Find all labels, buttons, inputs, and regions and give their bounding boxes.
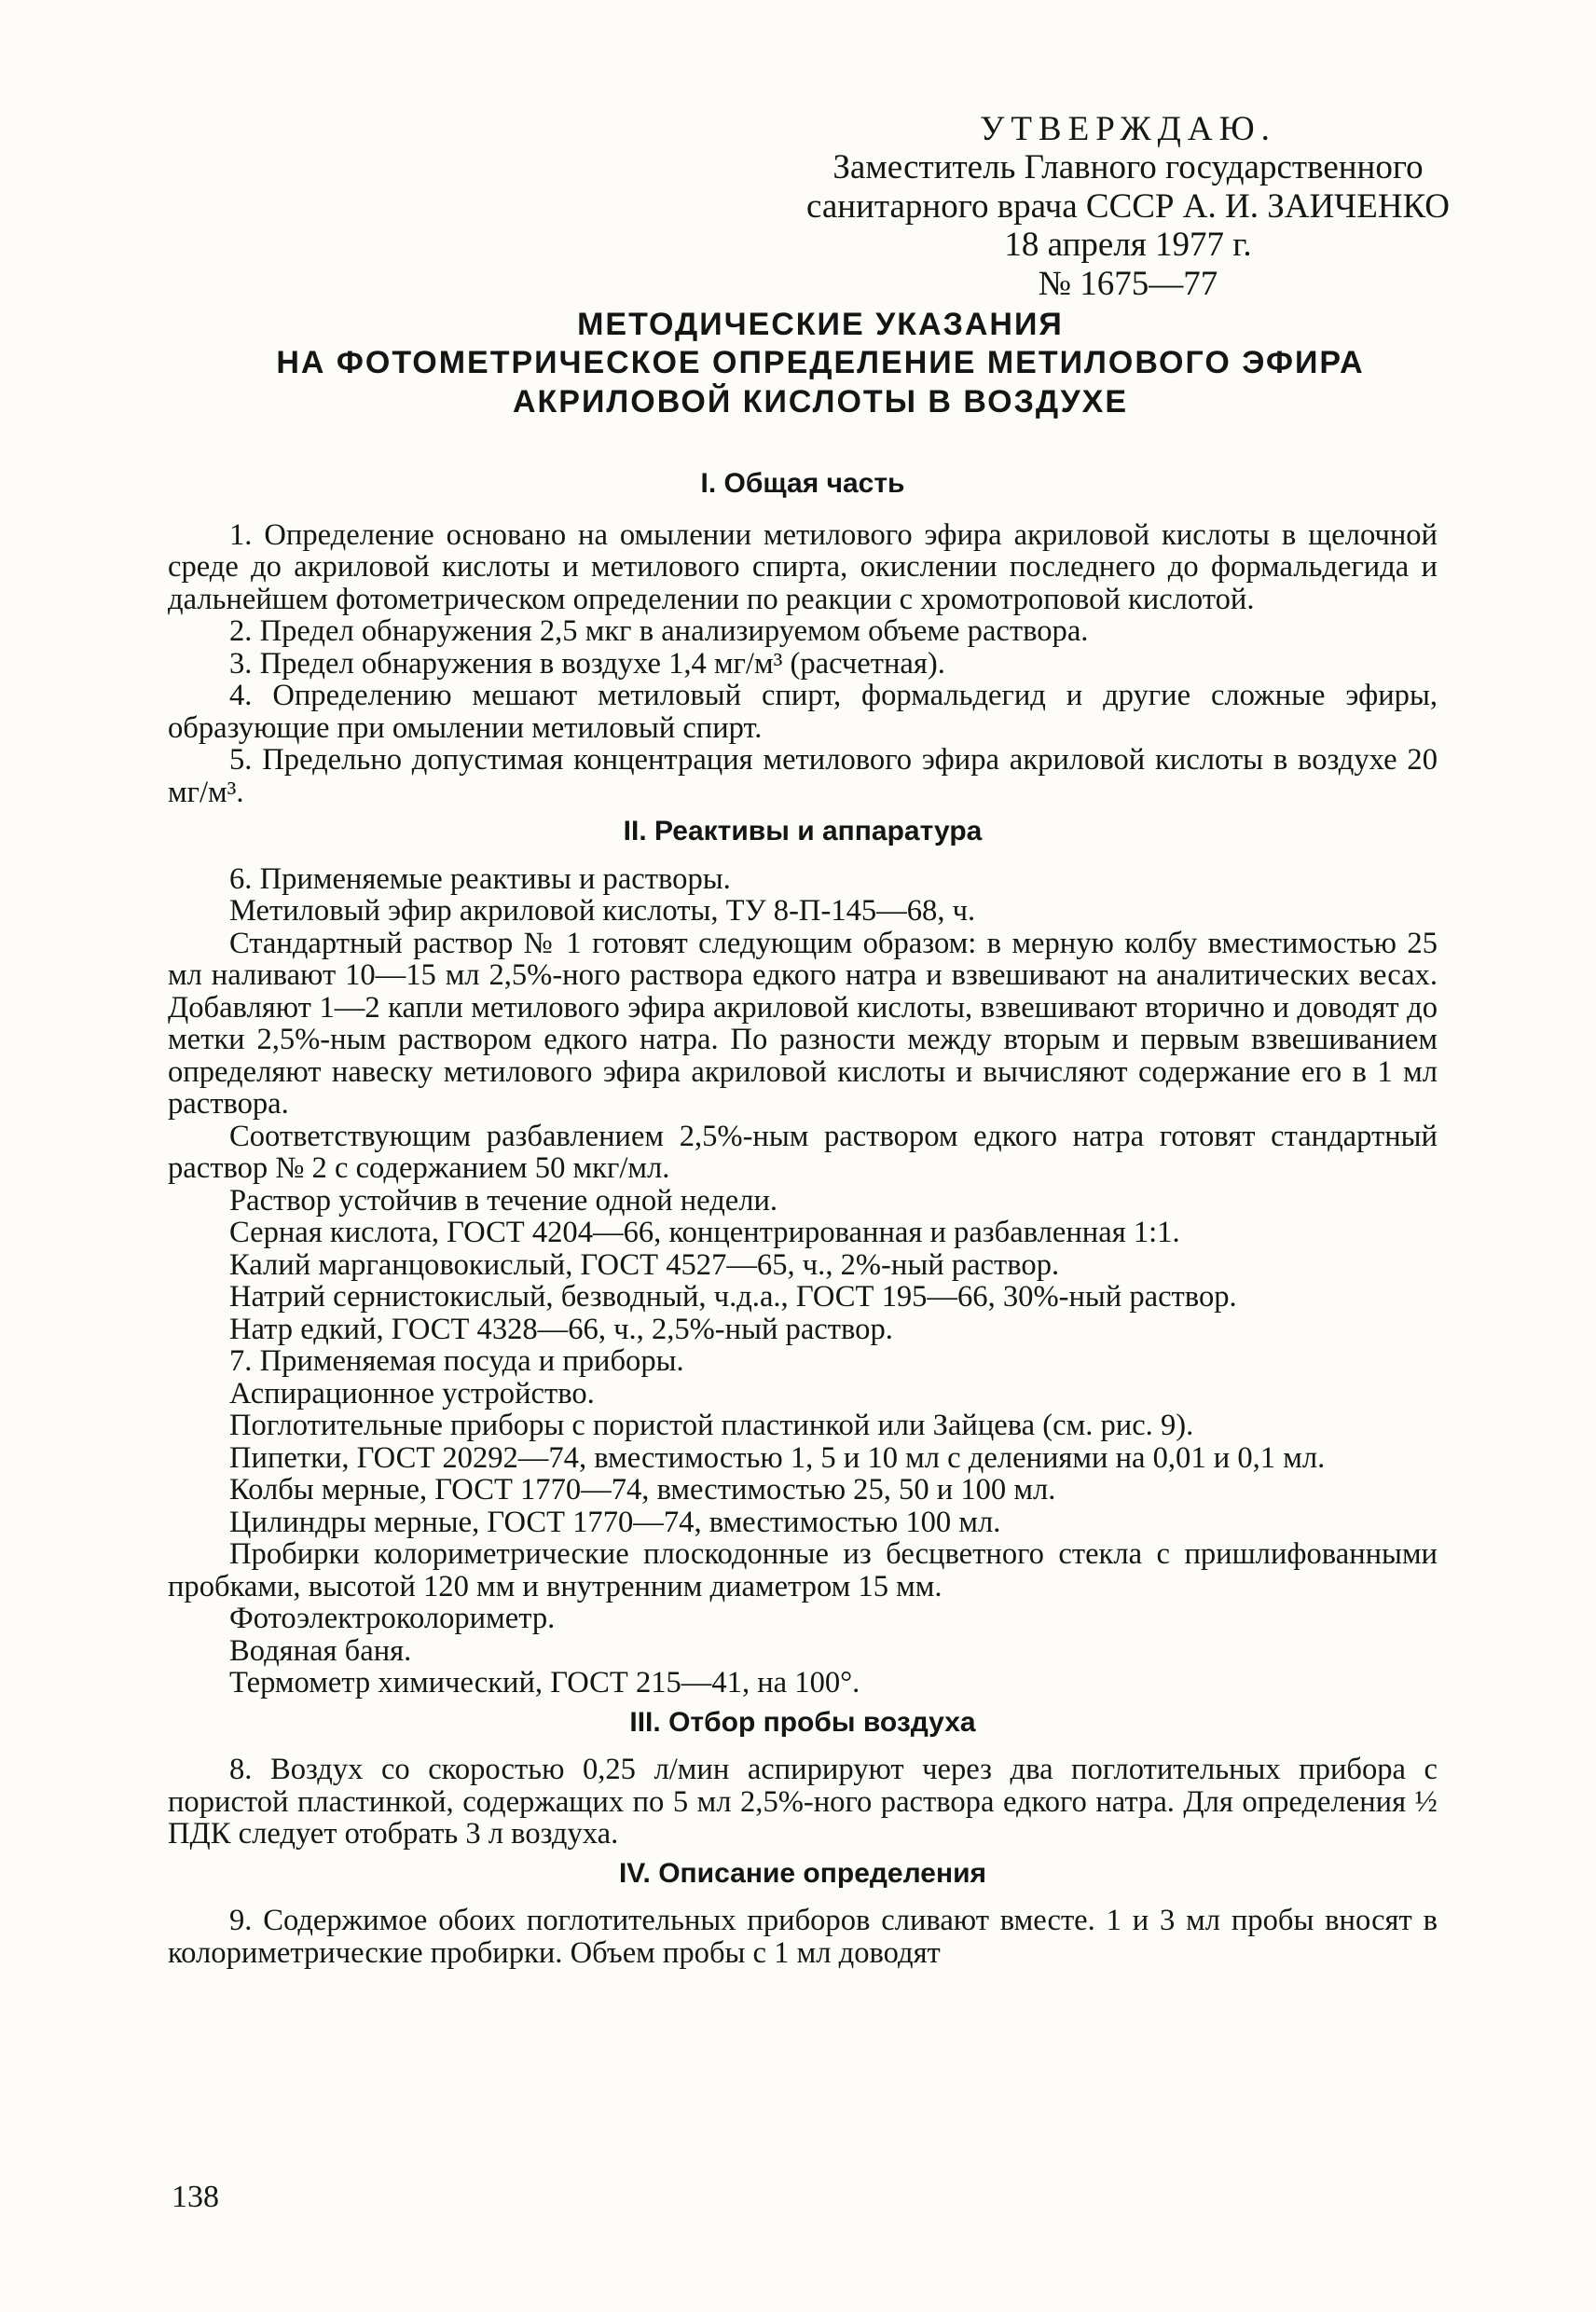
approval-date: 18 апреля 1977 г. bbox=[1004, 226, 1252, 265]
approval-block bbox=[727, 110, 1529, 303]
apparatus-item: Поглотительные приборы с пористой пластинкой или Зайцева (см. рис. 9). bbox=[229, 1409, 1194, 1442]
apparatus-item: Термометр химический, ГОСТ 215—41, на 100°. bbox=[229, 1666, 860, 1700]
title-line-1: МЕТОДИЧЕСКИЕ УКАЗАНИЯ bbox=[577, 307, 1064, 342]
apparatus-item: Фотоэлектроколориметр. bbox=[229, 1602, 556, 1635]
section-heading-general: I. Общая часть bbox=[700, 468, 905, 499]
approval-heading: УТВЕРЖДАЮ. bbox=[980, 110, 1276, 148]
apparatus-item: Пипетки, ГОСТ 20292—74, вместимостью 1, 5 и 10 мл с делениями на 0,01 и 0,1 мл. bbox=[229, 1440, 1326, 1475]
apparatus-item: Цилиндры мерные, ГОСТ 1770—74, вместимостью 100 мл. bbox=[229, 1505, 1001, 1539]
section-heading-reagents: II. Реактивы и аппаратура bbox=[623, 816, 983, 846]
reagent-item: Серная кислота, ГОСТ 4204—66, концентрированная и разбавленная 1:1. bbox=[229, 1216, 1180, 1249]
document-body bbox=[168, 468, 1438, 1969]
reagent-item: Раствор устойчив в течение одной недели. bbox=[229, 1183, 778, 1218]
reagent-item: Метиловый эфир акриловой кислоты, ТУ 8-П-145—68, ч. bbox=[229, 894, 976, 928]
title-line-3: АКРИЛОВОЙ КИСЛОТЫ В ВОЗДУХЕ bbox=[512, 383, 1129, 420]
apparatus-item: Пробирки колориметрические плоскодонные из бесцветного стекла с пришлифованными пробками, высотой 120 мм и внутренним диаметром 15 мм. bbox=[168, 1537, 1438, 1603]
paragraph-2: 2. Предел обнаружения 2,5 мкг в анализируемом объеме раствора. bbox=[229, 614, 1089, 648]
section-heading-procedure: IV. Описание определения bbox=[618, 1857, 987, 1889]
apparatus-item: Водяная баня. bbox=[229, 1633, 412, 1668]
apparatus-item: Аспирационное устройство. bbox=[229, 1376, 595, 1411]
paragraph-4: 4. Определению мешают метиловый спирт, формальдегид и другие сложные эфиры, образующие при омылении метиловый спирт. bbox=[168, 679, 1438, 745]
reagent-item: Натрий сернистокислый, безводный, ч.д.а., ГОСТ 195—66, 30%-ный раствор. bbox=[229, 1280, 1237, 1314]
paragraph-5: 5. Предельно допустимая концентрация метилового эфира акриловой кислоты в воздухе 20 мг/м³. bbox=[168, 743, 1438, 809]
reagent-item: Стандартный раствор № 1 готовят следующим образом: в мерную колбу вместимостью 25 мл наливают 10—15 мл 2,5%-ного раствора едкого натра и взвешивают на аналитических весах. Добавляют 1—2 капли метилового эфира акриловой кислоты, взвешивают вторично и доводят до метки 2,5%-ным раствором едкого натра. По разности между вторым и первым взвешиванием определяют навеску метилового эфира акриловой кислоты и вычисляют содержание его в 1 мл раствора. bbox=[168, 926, 1438, 1121]
paragraph-1: 1. Определение основано на омылении метилового эфира акриловой кислоты в щелочной среде до акриловой кислоты и метилового спирта, окислении последнего до формальдегида и дальнейшем фотометрическом определении по реакции с хромотроповой кислотой. bbox=[168, 517, 1438, 616]
reagent-item: Натр едкий, ГОСТ 4328—66, ч., 2,5%-ный раствор. bbox=[229, 1312, 893, 1346]
apparatus-item: Колбы мерные, ГОСТ 1770—74, вместимостью 25, 50 и 100 мл. bbox=[229, 1473, 1056, 1507]
paragraph-9: 9. Содержимое обоих поглотительных приборов сливают вместе. 1 и 3 мл пробы вносят в колориметрические пробирки. Объем пробы с 1 мл доводят bbox=[168, 1904, 1438, 1970]
approval-signatory: санитарного врача СССР А. И. ЗАИЧЕНКО bbox=[805, 186, 1451, 226]
reagent-item: Калий марганцовокислый, ГОСТ 4527—65, ч., 2%-ный раствор. bbox=[229, 1247, 1060, 1282]
approval-position: Заместитель Главного государственного bbox=[832, 148, 1424, 187]
title-line-2: НА ФОТОМЕТРИЧЕСКОЕ ОПРЕДЕЛЕНИЕ МЕТИЛОВОГО ЭФИРА bbox=[276, 345, 1365, 381]
paragraph-8: 8. Воздух со скоростью 0,25 л/мин аспирируют через два поглотительных прибора с пористой пластинкой, содержащих по 5 мл 2,5%-ного раствора едкого натра. Для определения ½ ПДК следует отобрать 3 л воздуха. bbox=[168, 1753, 1438, 1851]
reagent-item: Соответствующим разбавлением 2,5%-ным раствором едкого натра готовят стандартный раствор № 2 с содержанием 50 мкг/мл. bbox=[168, 1119, 1438, 1185]
page-number: 138 bbox=[172, 2180, 219, 2214]
paragraph-7: 7. Применяемая посуда и приборы. bbox=[229, 1344, 684, 1378]
document-title bbox=[149, 306, 1492, 421]
section-heading-sampling: III. Отбор пробы воздуха bbox=[629, 1706, 976, 1738]
approval-number: № 1675—77 bbox=[1038, 264, 1218, 303]
paragraph-6: 6. Применяемые реактивы и растворы. bbox=[229, 861, 731, 896]
paragraph-3: 3. Предел обнаружения в воздухе 1,4 мг/м³ (расчетная). bbox=[229, 646, 945, 681]
